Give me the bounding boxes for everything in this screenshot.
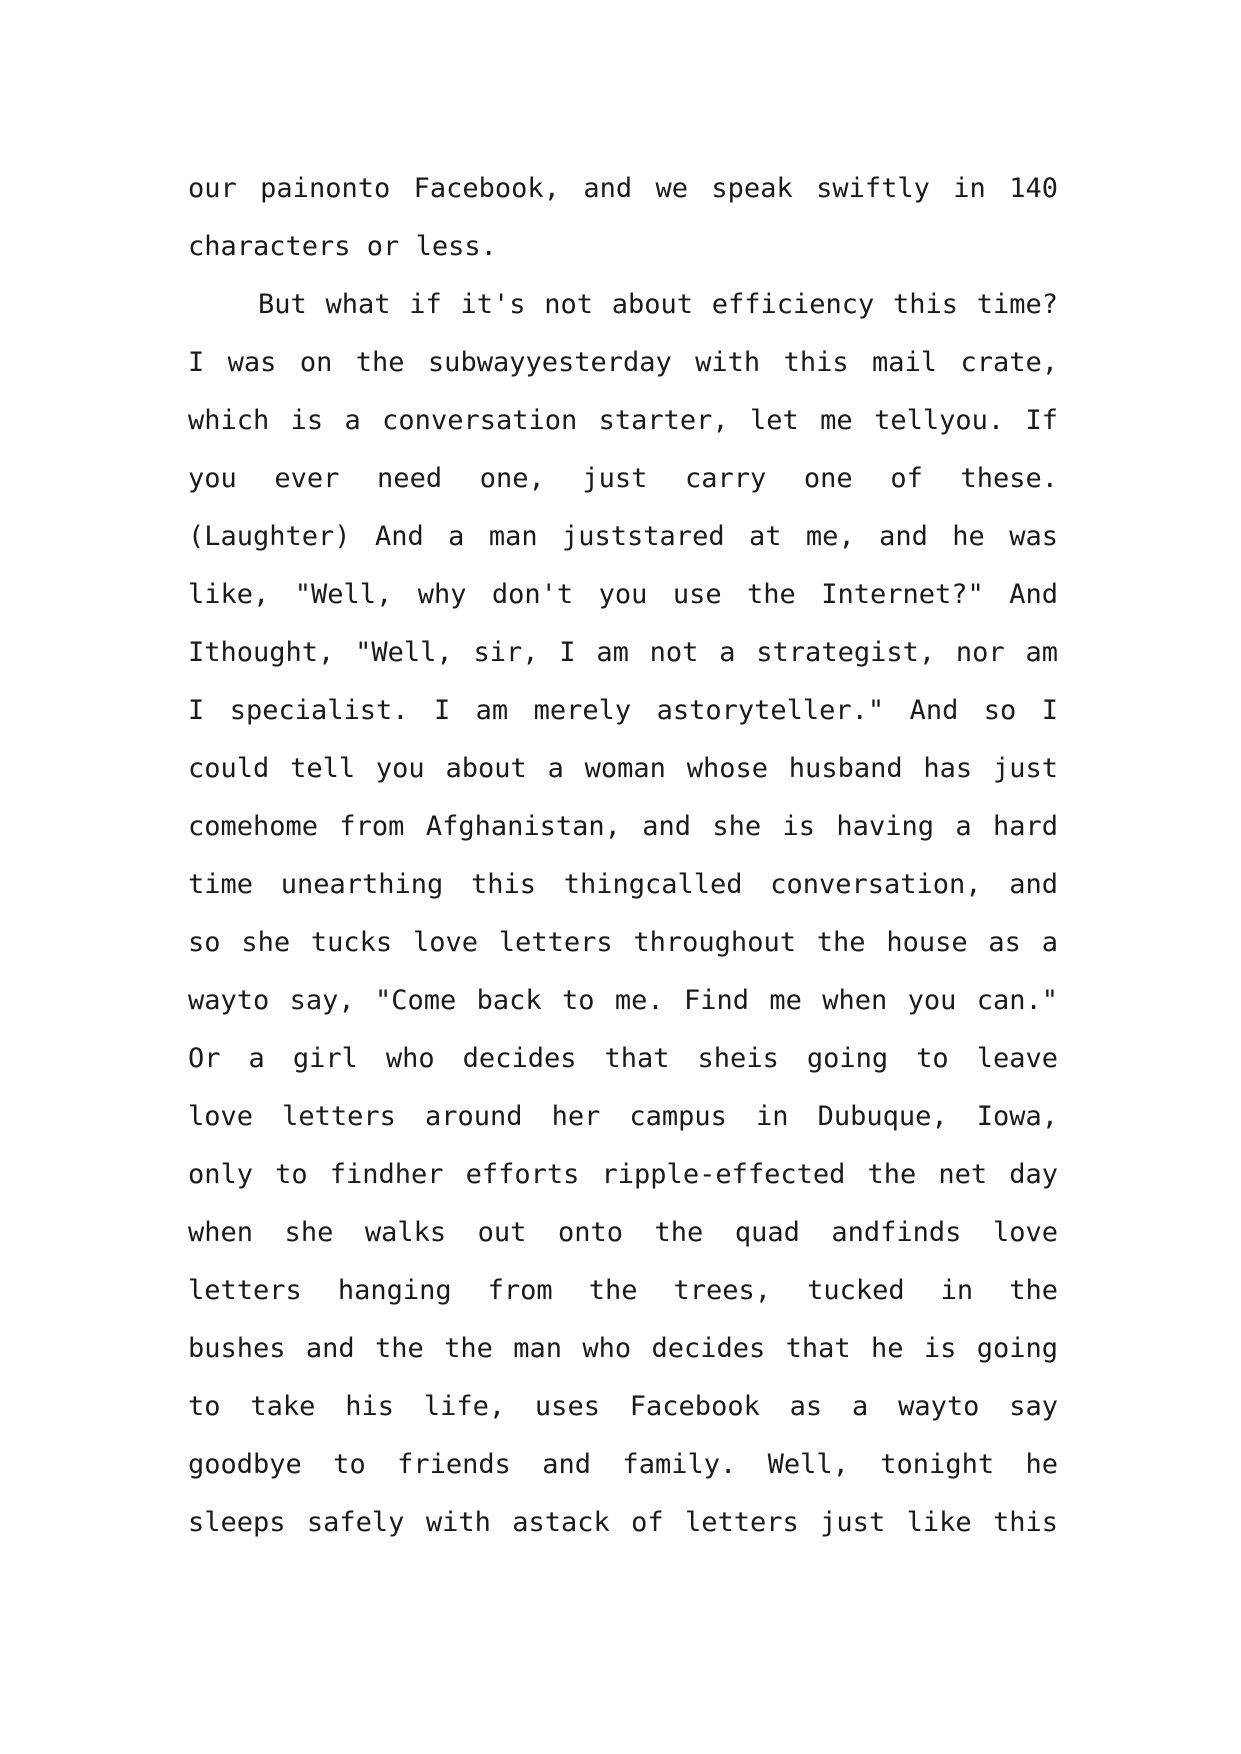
text-line: characters or less.	[188, 231, 497, 262]
text-line: comehome from Afghanistan, and she is having a hard	[188, 811, 1058, 842]
text-line: to take his life, uses Facebook as a wayto say	[188, 1391, 1058, 1422]
text-line: when she walks out onto the quad andfinds love	[188, 1217, 1058, 1248]
text-line: which is a conversation starter, let me tellyou. If	[188, 405, 1058, 436]
text-line: our painonto Facebook, and we speak swiftly in 140	[188, 173, 1058, 204]
text-line: wayto say, "Come back to me. Find me when you can."	[188, 985, 1058, 1016]
text-line: Ithought, "Well, sir, I am not a strategist, nor am	[188, 637, 1058, 668]
text-line: could tell you about a woman whose husband has just	[188, 753, 1058, 784]
text-line: like, "Well, why don't you use the Internet?" And	[188, 579, 1058, 610]
text-line: love letters around her campus in Dubuque, Iowa,	[188, 1101, 1058, 1132]
text-line: I was on the subwayyesterday with this mail crate,	[188, 347, 1058, 378]
text-line: (Laughter) And a man juststared at me, and he was	[188, 521, 1058, 552]
text-line: But what if it's not about efficiency this time?	[258, 289, 1058, 320]
text-line: you ever need one, just carry one of these.	[188, 463, 1058, 494]
text-line: goodbye to friends and family. Well, tonight he	[188, 1449, 1058, 1480]
text-line: I specialist. I am merely astoryteller." And so I	[188, 695, 1058, 726]
text-line: sleeps safely with astack of letters just like this	[188, 1507, 1058, 1538]
text-line: Or a girl who decides that sheis going to leave	[188, 1043, 1058, 1074]
text-line: bushes and the the man who decides that he is going	[188, 1333, 1058, 1364]
text-line: letters hanging from the trees, tucked in the	[188, 1275, 1058, 1306]
text-line: so she tucks love letters throughout the house as a	[188, 927, 1058, 958]
body-text	[188, 160, 1058, 1552]
text-line: only to findher efforts ripple-effected the net day	[188, 1159, 1058, 1190]
text-line: time unearthing this thingcalled conversation, and	[188, 869, 1058, 900]
